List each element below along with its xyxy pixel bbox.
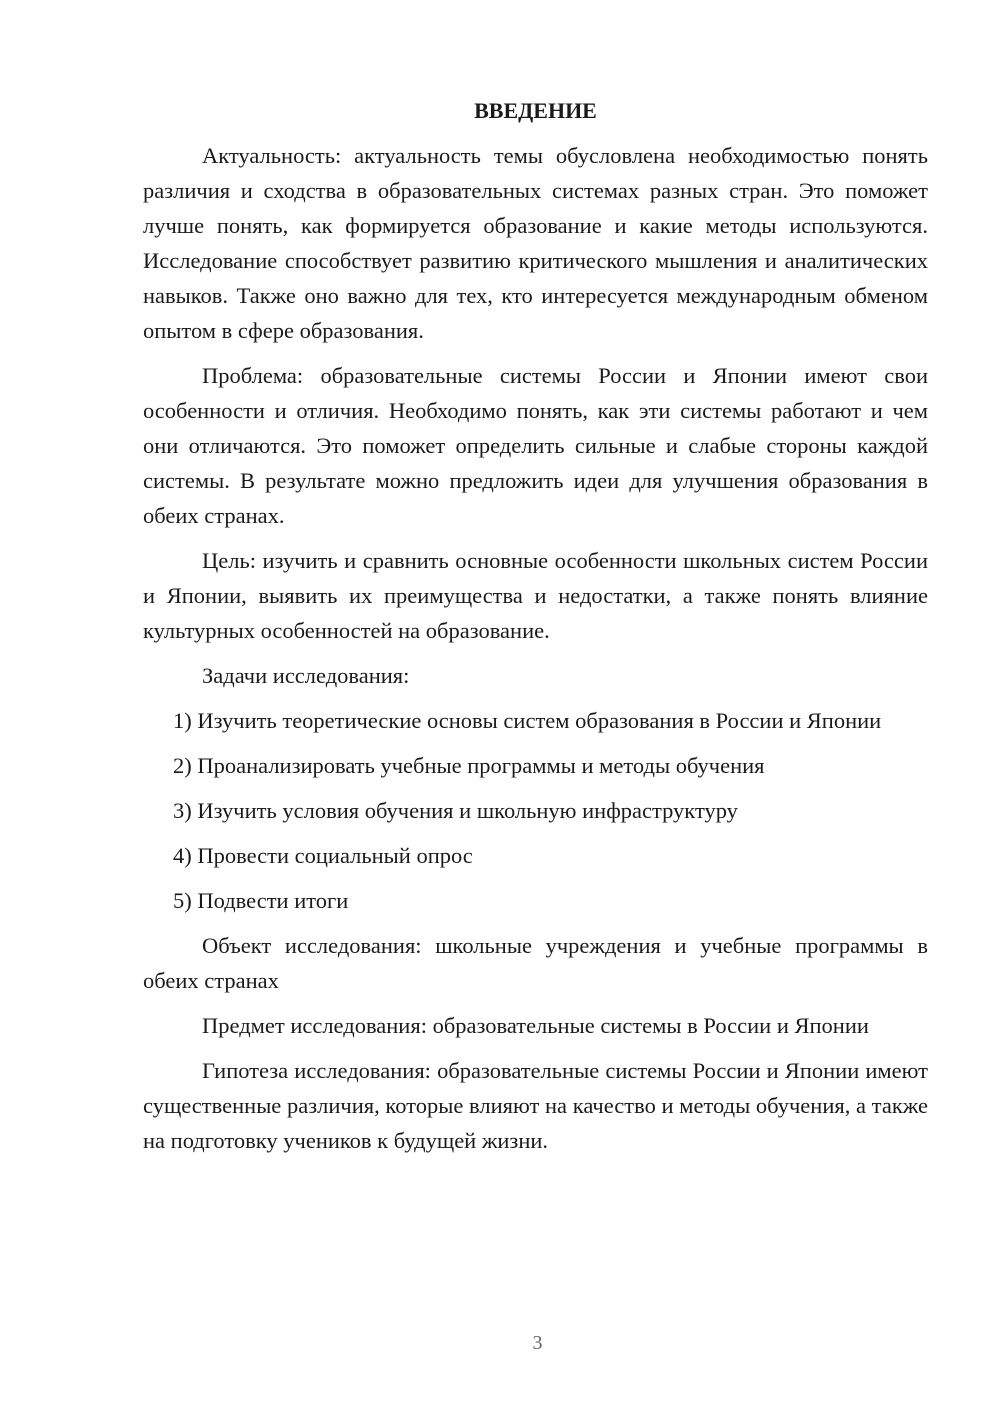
- problem-paragraph: Проблема: образовательные системы России и Японии имеют свои особенности и отличия. Необходимо понять, как эти системы работают и чем они отличаются. Это поможет определить сильные и слабые стороны каждой системы. В результате можно предложить идеи для улучшения образования в обеих странах.: [143, 363, 928, 528]
- relevance-paragraph: Актуальность: актуальность темы обусловлена необходимостью понять различия и сходства в образовательных системах разных стран. Это поможет лучше понять, как формируется образование и какие методы используются. Исследование способствует развитию критического мышления и аналитических навыков. Также оно важно для тех, кто интересуется международным обменом опытом в сфере образования.: [143, 143, 928, 343]
- task-item: 3) Изучить условия обучения и школьную инфраструктуру: [173, 798, 738, 823]
- goal-paragraph: Цель: изучить и сравнить основные особенности школьных систем России и Японии, выявить их преимущества и недостатки, а также понять влияние культурных особенностей на образование.: [143, 548, 928, 643]
- tasks-list: [143, 703, 928, 918]
- tasks-title: Задачи исследования:: [202, 663, 410, 688]
- task-item: 2) Проанализировать учебные программы и методы обучения: [173, 753, 765, 778]
- object-paragraph: Объект исследования: школьные учреждения и учебные программы в обеих странах: [143, 933, 928, 993]
- page-number: 3: [532, 1332, 543, 1354]
- hypothesis-paragraph: Гипотеза исследования: образовательные системы России и Японии имеют существенные различия, которые влияют на качество и методы обучения, а также на подготовку учеников к будущей жизни.: [143, 1058, 928, 1153]
- subject-paragraph: Предмет исследования: образовательные системы в России и Японии: [202, 1013, 869, 1038]
- page-content: [143, 93, 928, 1168]
- task-item: 1) Изучить теоретические основы систем образования в России и Японии: [173, 708, 882, 733]
- section-heading: ВВЕДЕНИЕ: [474, 98, 597, 123]
- task-item: 5) Подвести итоги: [173, 888, 349, 913]
- task-item: 4) Провести социальный опрос: [173, 843, 473, 868]
